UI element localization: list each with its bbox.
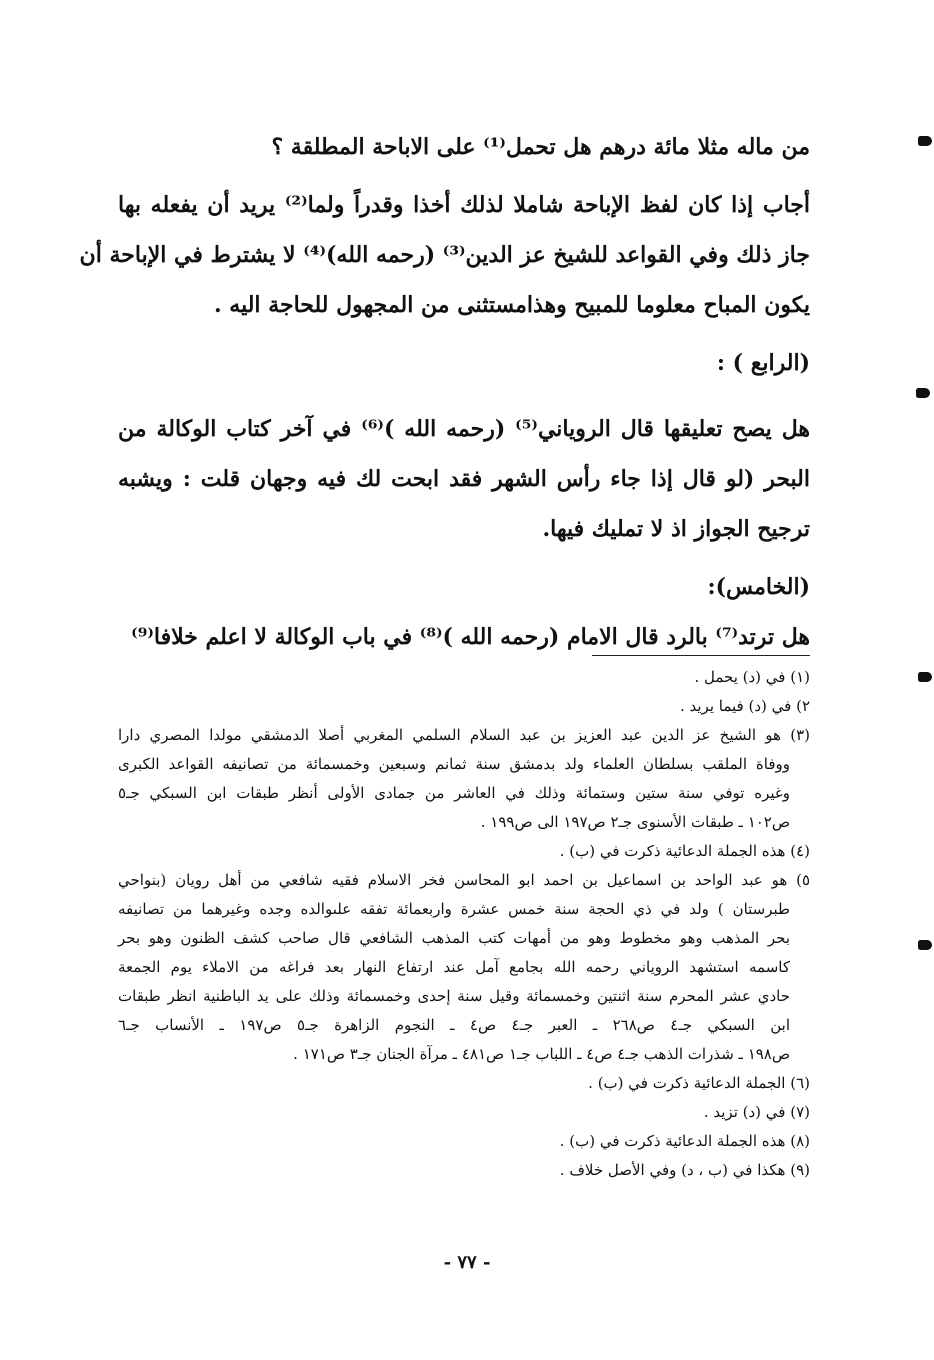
footnotes [118,663,810,1185]
footnote-5-line-4: كاسمه استشهد الروياني رحمه الله بجامع آمل عند ارتفاع النهار بعد فراغه من الاملاء يوم الجمعة [118,958,790,976]
footnote-2: ٢) في (د) فيما يريد . [679,697,810,715]
body-line-7: ترجيح الجواز اذ لا تمليك فيها. [542,516,810,542]
body-line-6: البحر (لو قال إذا جاء رأس الشهر فقد ابحت لك فيه وجهان قلت : ويشبه [118,466,810,492]
section-heading-fifth: (الخامس): [707,574,810,600]
body-line-5: هل يصح تعليقها قال الروياني⁽⁵⁾ (رحمه الله )⁽⁶⁾ في آخر كتاب الوكالة من [118,416,810,442]
footnote-9: (٩) هكذا في (ب ، د) وفي الأصل خلاف . [559,1161,810,1179]
footnote-3-line-3: وغيره توفي سنة ستين وستمائة وذلك في العاشر من جمادى الأولى أنظر طبقات ابن السبكي جـ٥ [118,784,790,802]
footnote-separator [592,655,810,656]
body-line-1: من ماله مثلا مائة درهم هل تحمل⁽¹⁾ على الاباحة المطلقة ؟ [271,134,810,160]
body-line-3: جاز ذلك وفي القواعد للشيخ عز الدين⁽³⁾ (رحمه الله)⁽⁴⁾ لا يشترط في الإباحة أن [79,242,810,268]
body-line-8: هل ترتد⁽⁷⁾ بالرد قال الامام (رحمه الله )⁽⁸⁾ في باب الوكالة لا اعلم خلافا⁽⁹⁾ [131,624,810,650]
footnote-3-line-1: (٣) هو الشيخ عز الدين عبد العزيز بن عبد السلام السلمي المغربي أصلا الدمشقي مولدا المصري دارا [118,726,810,744]
footnote-3-line-4: ص١٠٢ ـ طبقات الأسنوى جـ٢ ص١٩٧ الى ص١٩٩ . [480,813,790,831]
body-line-4: يكون المباح معلوما للمبيح وهذامستثنى من المجهول للحاجة اليه . [213,292,810,318]
footnote-5-line-2: طبرستان ) ولد في ذي الحجة سنة خمس عشرة واربعمائة تفقه علىوالده وجده وغيرهما من تصانيفه [118,900,790,918]
section-heading-fourth: (الرابع ) : [716,350,810,376]
margin-mark-4 [918,940,932,950]
footnote-5-line-1: ٥) هو عبد الواحد بن اسماعيل بن احمد ابو المحاسن فخر الاسلام فقيه شافعي من أهل رويان (بنواحي [118,871,810,889]
footnote-1: (١) في (د) يحمل . [694,668,810,686]
footnote-6: (٦) الجملة الدعائية ذكرت في (ب) . [588,1074,810,1092]
footnote-7: (٧) في (د) تزيد . [703,1103,810,1121]
footnote-4: (٤) هذه الجملة الدعائية ذكرت في (ب) . [559,842,810,860]
footnote-8: (٨) هذه الجملة الدعائية ذكرت في (ب) . [559,1132,810,1150]
page-number: - ٧٧ - [443,1252,491,1273]
margin-mark-3 [918,672,932,682]
footnote-5-line-7: ص١٩٨ ـ شذرات الذهب جـ٤ ص٤ ـ اللباب جـ١ ص٤٨١ ـ مرآة الجنان جـ٣ ص١٧١ . [293,1045,790,1063]
margin-mark-2 [916,388,930,398]
footnote-3-line-2: ووفاة الملقب بسلطان العلماء ولد بدمشق سنة ثمانم وسبعين وخمسمائة من تصانيفه القواعد الكبرى [118,755,790,773]
main-text [79,122,810,662]
margin-mark-1 [918,136,932,146]
footnote-5-line-3: بحر المذهب وهو مخطوط وهو من أمهات كتب المذهب الشافعي قال صاحب كشف الظنون وهو بحر [118,929,790,947]
footnote-5-line-5: حادي عشر المحرم سنة اثنتين وخمسمائة وقيل سنة إحدى وخمسمائة وذلك على يد الباطنية انظر طبقات [118,987,790,1005]
footnote-5-line-6: ابن السبكي جـ٤ ص٢٦٨ ـ العبر جـ٤ ص٤ ـ النجوم الزاهرة جـ٥ ص١٩٧ ـ الأنساب جـ٦ [118,1016,790,1034]
body-line-2: أجاب إذا كان لفظ الإباحة شاملا لذلك أخذا وقدراً ولما⁽²⁾ يريد أن يفعله بها [118,192,810,218]
